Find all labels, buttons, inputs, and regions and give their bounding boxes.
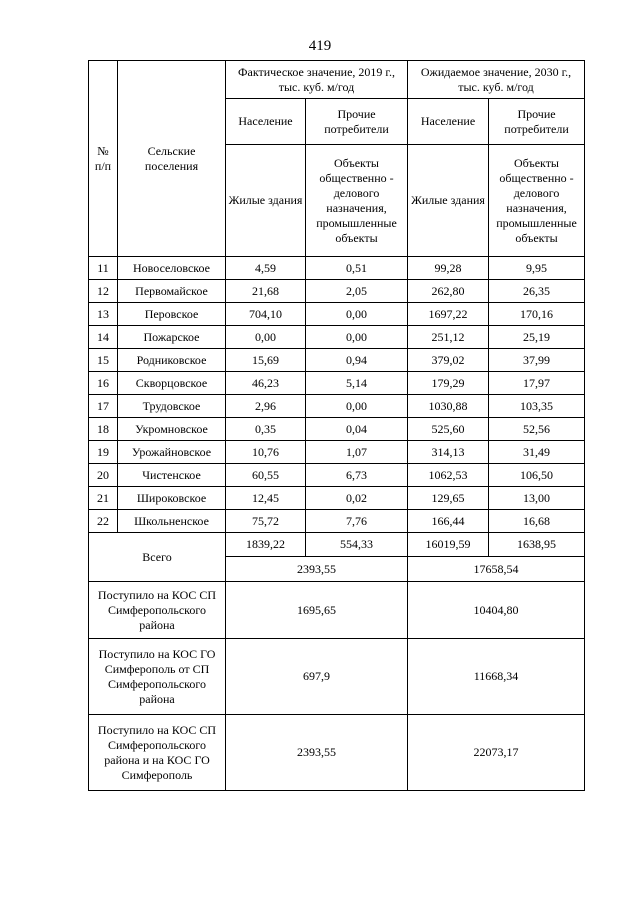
cell-expected-objects: 25,19 [489, 326, 585, 349]
total-actual-residential: 1839,22 [226, 533, 306, 557]
cell-actual-objects: 0,02 [306, 487, 408, 510]
water-consumption-table [88, 60, 585, 791]
cell-expected-objects: 37,99 [489, 349, 585, 372]
header-expected: Ожидаемое значение, 2030 г., тыс. куб. м/год [408, 61, 585, 99]
row-number: 16 [89, 372, 118, 395]
row-number: 18 [89, 418, 118, 441]
header-settlements: Сельские поселения [118, 61, 226, 257]
settlement-name: Трудовское [118, 395, 226, 418]
row-number: 14 [89, 326, 118, 349]
header-other-actual: Прочие потребители [306, 99, 408, 145]
table-row [89, 418, 585, 441]
settlement-name: Школьненское [118, 510, 226, 533]
total-expected-objects: 1638,95 [489, 533, 585, 557]
header-population-actual: Население [226, 99, 306, 145]
cell-expected-residential: 129,65 [408, 487, 489, 510]
row-number: 11 [89, 257, 118, 280]
header-other-expected: Прочие потребители [489, 99, 585, 145]
row-number: 21 [89, 487, 118, 510]
header-objects-actual: Объекты общественно - делового назначения, промышленные объекты [306, 145, 408, 257]
cell-actual-objects: 5,14 [306, 372, 408, 395]
cell-expected-objects: 106,50 [489, 464, 585, 487]
summary-label: Поступило на КОС СП Симферопольского района [89, 582, 226, 639]
cell-actual-objects: 7,76 [306, 510, 408, 533]
cell-expected-residential: 1062,53 [408, 464, 489, 487]
total-actual-sum: 2393,55 [226, 557, 408, 582]
total-label: Всего [89, 533, 226, 582]
cell-expected-residential: 379,02 [408, 349, 489, 372]
cell-expected-objects: 17,97 [489, 372, 585, 395]
cell-expected-residential: 525,60 [408, 418, 489, 441]
cell-actual-objects: 0,94 [306, 349, 408, 372]
cell-actual-residential: 2,96 [226, 395, 306, 418]
cell-actual-residential: 0,00 [226, 326, 306, 349]
cell-actual-residential: 60,55 [226, 464, 306, 487]
header-actual: Фактическое значение, 2019 г., тыс. куб. м/год [226, 61, 408, 99]
header-residential-expected: Жилые здания [408, 145, 489, 257]
table-row [89, 280, 585, 303]
summary-expected: 11668,34 [408, 639, 585, 715]
table-row [89, 257, 585, 280]
cell-actual-residential: 4,59 [226, 257, 306, 280]
row-number: 22 [89, 510, 118, 533]
total-row [89, 533, 585, 557]
cell-actual-residential: 21,68 [226, 280, 306, 303]
settlement-name: Первомайское [118, 280, 226, 303]
settlement-name: Новоселовское [118, 257, 226, 280]
cell-expected-residential: 251,12 [408, 326, 489, 349]
cell-expected-objects: 31,49 [489, 441, 585, 464]
header-objects-expected: Объекты общественно - делового назначения, промышленные объекты [489, 145, 585, 257]
table-row [89, 372, 585, 395]
table-row [89, 487, 585, 510]
summary-row [89, 582, 585, 639]
cell-actual-objects: 2,05 [306, 280, 408, 303]
table-row [89, 326, 585, 349]
row-number: 17 [89, 395, 118, 418]
cell-expected-residential: 166,44 [408, 510, 489, 533]
summary-actual: 2393,55 [226, 715, 408, 791]
cell-actual-residential: 704,10 [226, 303, 306, 326]
settlement-name: Укромновское [118, 418, 226, 441]
cell-expected-objects: 52,56 [489, 418, 585, 441]
cell-actual-objects: 0,00 [306, 326, 408, 349]
cell-expected-residential: 179,29 [408, 372, 489, 395]
table-row [89, 303, 585, 326]
cell-expected-residential: 1030,88 [408, 395, 489, 418]
cell-actual-residential: 75,72 [226, 510, 306, 533]
cell-actual-objects: 0,04 [306, 418, 408, 441]
row-number: 19 [89, 441, 118, 464]
cell-actual-residential: 15,69 [226, 349, 306, 372]
header-num: № п/п [89, 61, 118, 257]
cell-actual-objects: 1,07 [306, 441, 408, 464]
total-actual-objects: 554,33 [306, 533, 408, 557]
row-number: 15 [89, 349, 118, 372]
cell-expected-objects: 9,95 [489, 257, 585, 280]
cell-expected-residential: 314,13 [408, 441, 489, 464]
settlement-name: Урожайновское [118, 441, 226, 464]
table-row [89, 510, 585, 533]
cell-actual-residential: 10,76 [226, 441, 306, 464]
summary-expected: 10404,80 [408, 582, 585, 639]
cell-actual-residential: 12,45 [226, 487, 306, 510]
summary-label: Поступило на КОС СП Симферопольского района и на КОС ГО Симферополь [89, 715, 226, 791]
cell-actual-residential: 46,23 [226, 372, 306, 395]
cell-expected-objects: 170,16 [489, 303, 585, 326]
row-number: 20 [89, 464, 118, 487]
summary-actual: 1695,65 [226, 582, 408, 639]
cell-expected-objects: 16,68 [489, 510, 585, 533]
settlement-name: Пожарское [118, 326, 226, 349]
summary-row [89, 715, 585, 791]
total-expected-residential: 16019,59 [408, 533, 489, 557]
settlement-name: Скворцовское [118, 372, 226, 395]
cell-expected-objects: 103,35 [489, 395, 585, 418]
table-row [89, 395, 585, 418]
summary-expected: 22073,17 [408, 715, 585, 791]
cell-expected-objects: 13,00 [489, 487, 585, 510]
cell-expected-residential: 99,28 [408, 257, 489, 280]
settlement-name: Чистенское [118, 464, 226, 487]
cell-expected-residential: 1697,22 [408, 303, 489, 326]
summary-actual: 697,9 [226, 639, 408, 715]
cell-actual-objects: 0,00 [306, 303, 408, 326]
row-number: 13 [89, 303, 118, 326]
row-number: 12 [89, 280, 118, 303]
cell-expected-residential: 262,80 [408, 280, 489, 303]
table-row [89, 464, 585, 487]
settlement-name: Перовское [118, 303, 226, 326]
header-population-expected: Население [408, 99, 489, 145]
page-number: 419 [308, 38, 332, 54]
table-row [89, 441, 585, 464]
cell-actual-objects: 6,73 [306, 464, 408, 487]
settlement-name: Родниковское [118, 349, 226, 372]
cell-actual-objects: 0,51 [306, 257, 408, 280]
header-residential-actual: Жилые здания [226, 145, 306, 257]
cell-actual-residential: 0,35 [226, 418, 306, 441]
table-row [89, 349, 585, 372]
cell-expected-objects: 26,35 [489, 280, 585, 303]
cell-actual-objects: 0,00 [306, 395, 408, 418]
summary-label: Поступило на КОС ГО Симферополь от СП Симферопольского района [89, 639, 226, 715]
total-expected-sum: 17658,54 [408, 557, 585, 582]
settlement-name: Широковское [118, 487, 226, 510]
summary-row [89, 639, 585, 715]
